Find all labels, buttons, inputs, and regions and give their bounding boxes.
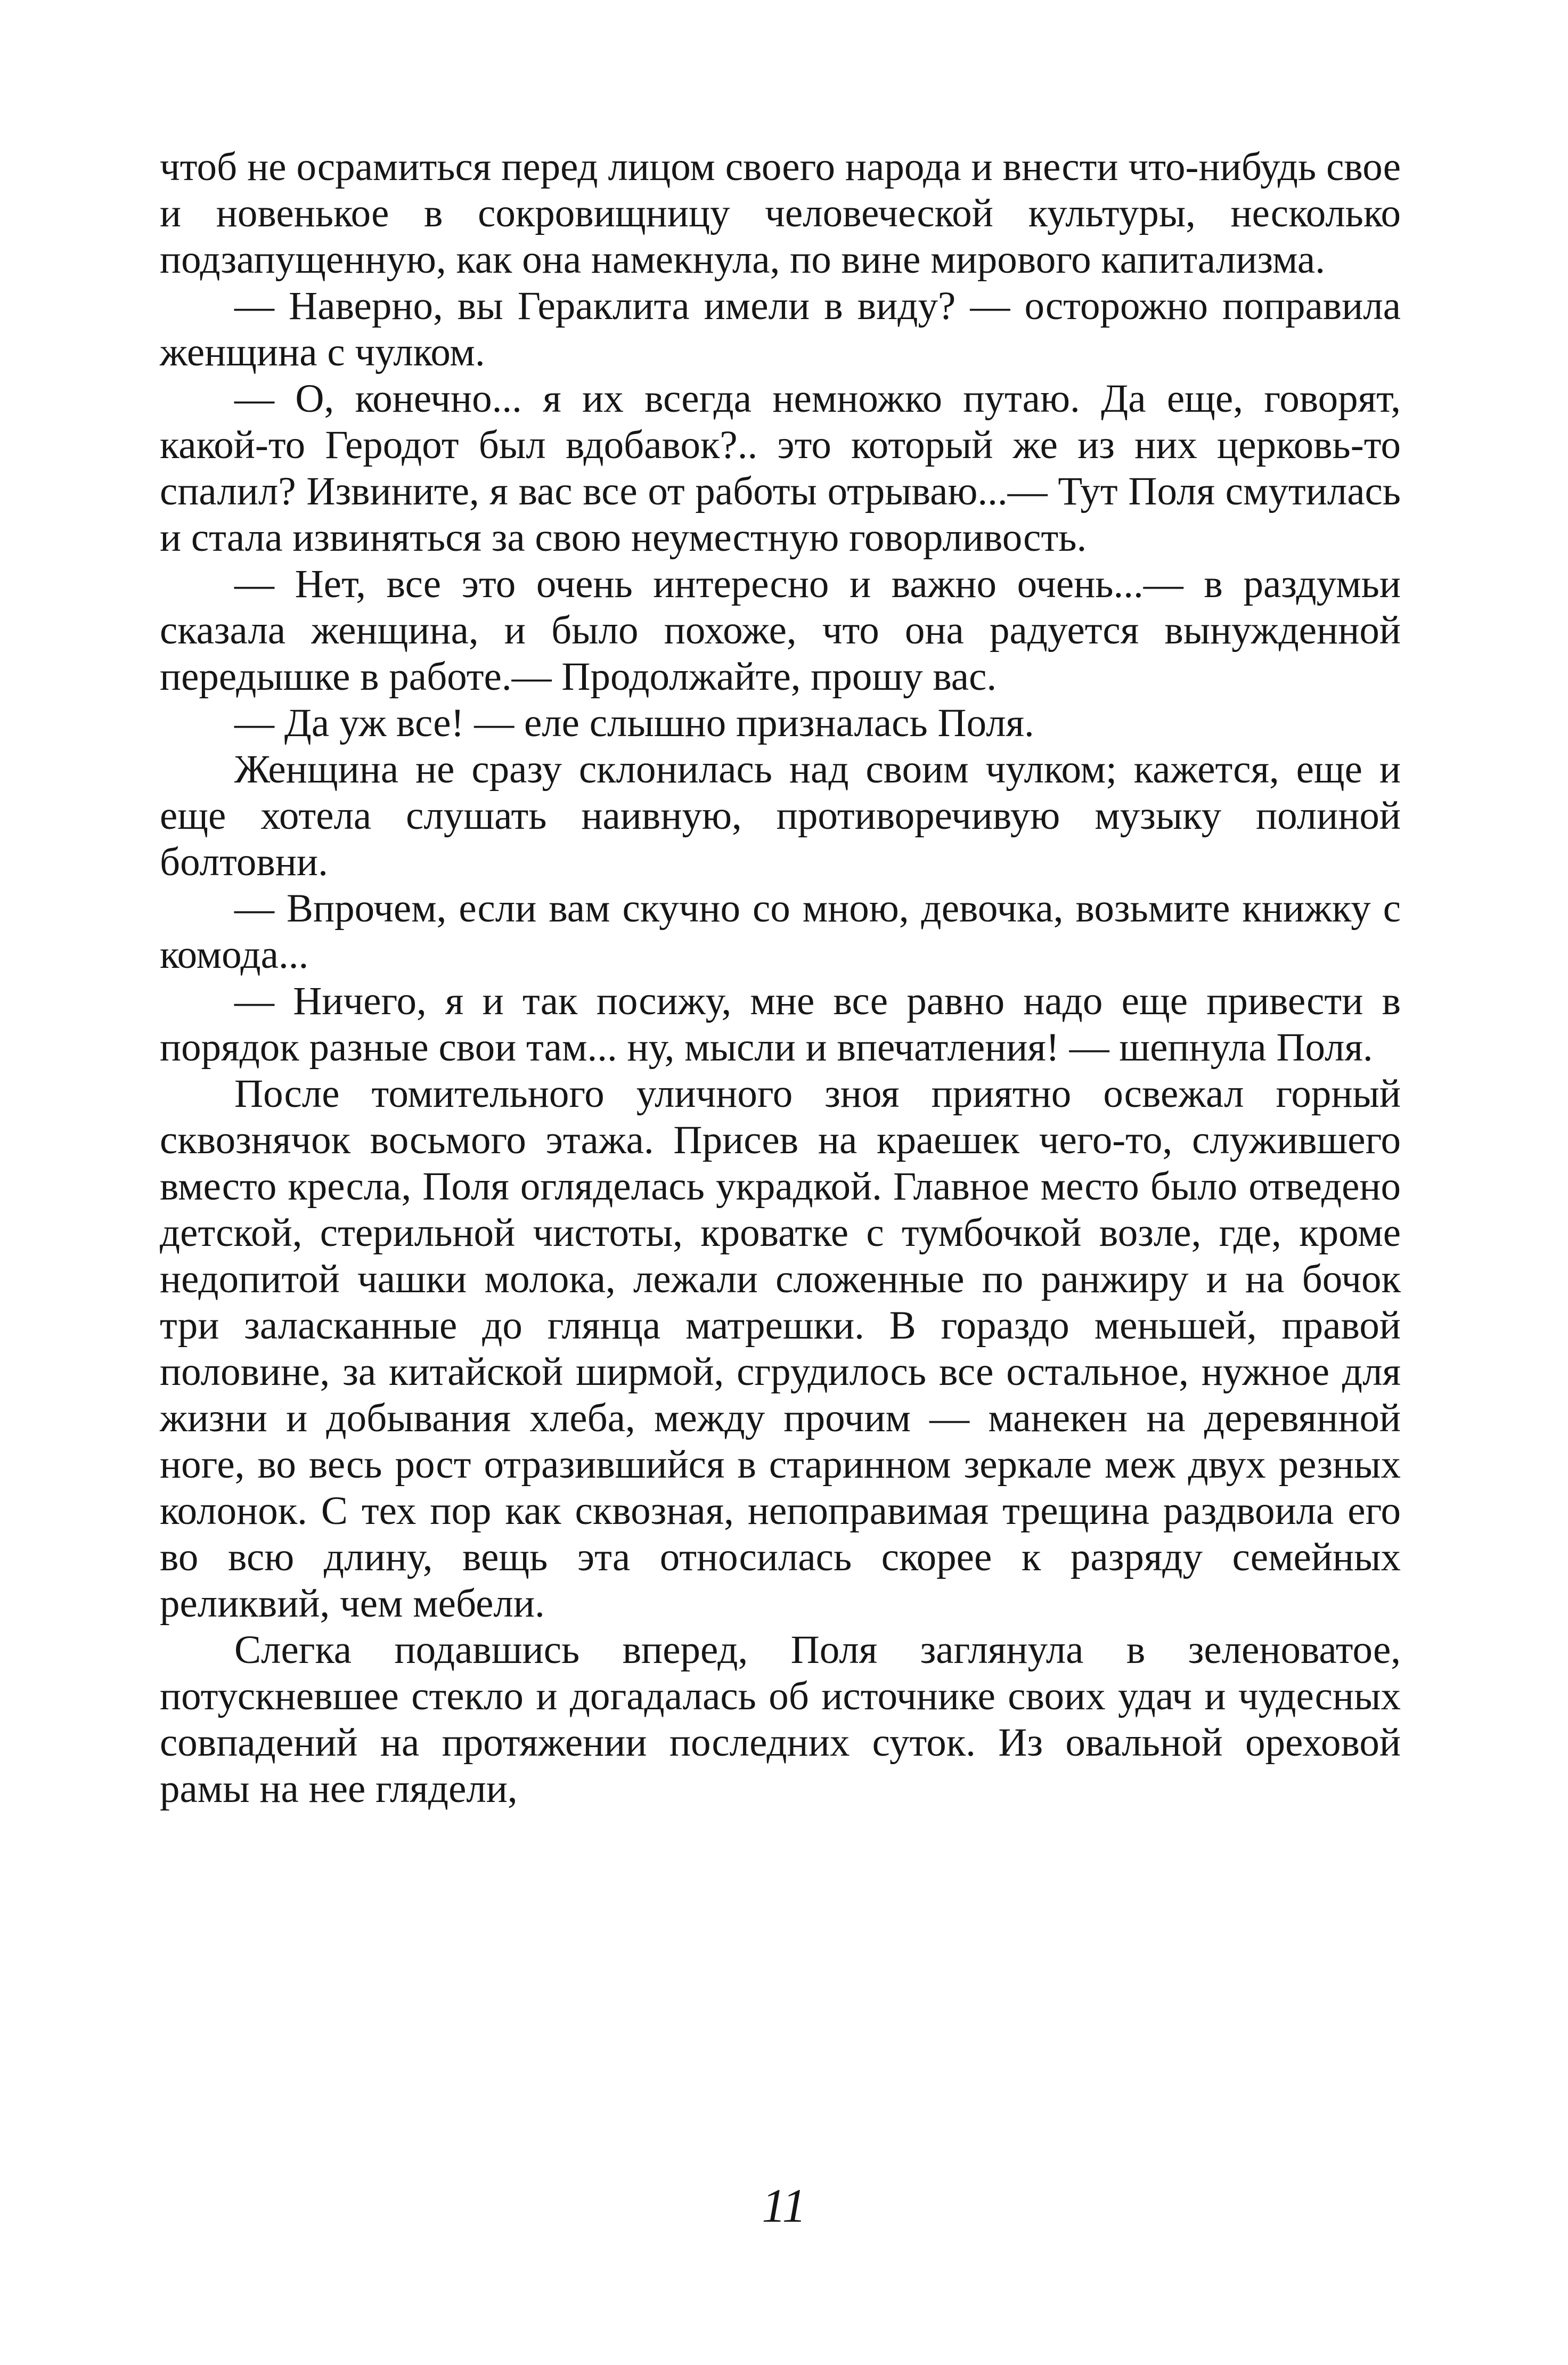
paragraph-mirror: Слегка подавшись вперед, Поля заглянула в зеленоватое, потускневшее стекло и догадалась об источнике своих удач и чудесных совпадений на протяжении последних суток. Из овальной ореховой рамы на нее глядели, <box>160 1628 1401 1811</box>
paragraph-dialogue-sit: — Ничего, я и так посижу, мне все равно надо еще привести в порядок разные свои там... ну, мысли и впечатления! — шепнула Поля. <box>160 979 1401 1070</box>
paragraph-dialogue-herodotus: — О, конечно... я их всегда немножко путаю. Да еще, говорят, какой-то Геродот был вдобавок?.. это который же из них церковь-то спалил? Извините, я вас все от работы отрываю...— Тут Поля смутилась и стала извиняться за свою неуместную говорливость. <box>160 377 1401 560</box>
page-number: 11 <box>762 2180 806 2232</box>
paragraph-dialogue-heraclitus: — Наверно, вы Гераклита имели в виду? — осторожно поправила женщина с чулком. <box>160 284 1401 374</box>
paragraph-dialogue-thats-all: — Да уж все! — еле слышно призналась Поля. <box>234 701 1034 745</box>
paragraph-dialogue-book: — Впрочем, если вам скучно со мною, девочка, возьмите книжку с комода... <box>160 886 1401 977</box>
page-body-text <box>160 144 1401 1812</box>
paragraph-continuation: чтоб не осрамиться перед лицом своего народа и внести что-нибудь свое и новенькое в сокровищницу человеческой культуры, несколько подзапущенную, как она намекнула, по вине мирового капитализма. <box>160 145 1401 282</box>
paragraph-woman-stocking: Женщина не сразу склонилась над своим чулком; кажется, еще и еще хотела слушать наивную, противоречивую музыку полиной болтовни. <box>160 747 1401 884</box>
paragraph-room-description: После томительного уличного зноя приятно освежал горный сквознячок восьмого этажа. Присев на краешек чего-то, служившего вместо кресла, Поля огляделась украдкой. Главное место было отведено детской, стерильной чистоты, кроватке с тумбочкой возле, где, кроме недопитой чашки молока, лежали сложенные по ранжиру и на бочок три заласканные до глянца матрешки. В гораздо меньшей, правой половине, за китайской ширмой, сгрудилось все остальное, нужное для жизни и добывания хлеба, между прочим — манекен на деревянной ноге, во весь рост отразившийся в старинном зеркале меж двух резных колонок. С тех пор как сквозная, непоправимая трещина раздвоила его во всю длину, вещь эта относилась скорее к разряду семейных реликвий, чем мебели. <box>160 1072 1401 1626</box>
paragraph-dialogue-interesting: — Нет, все это очень интересно и важно очень...— в раздумьи сказала женщина, и было похоже, что она радуется вынужденной передышке в работе.— Продолжайте, прошу вас. <box>160 562 1401 699</box>
